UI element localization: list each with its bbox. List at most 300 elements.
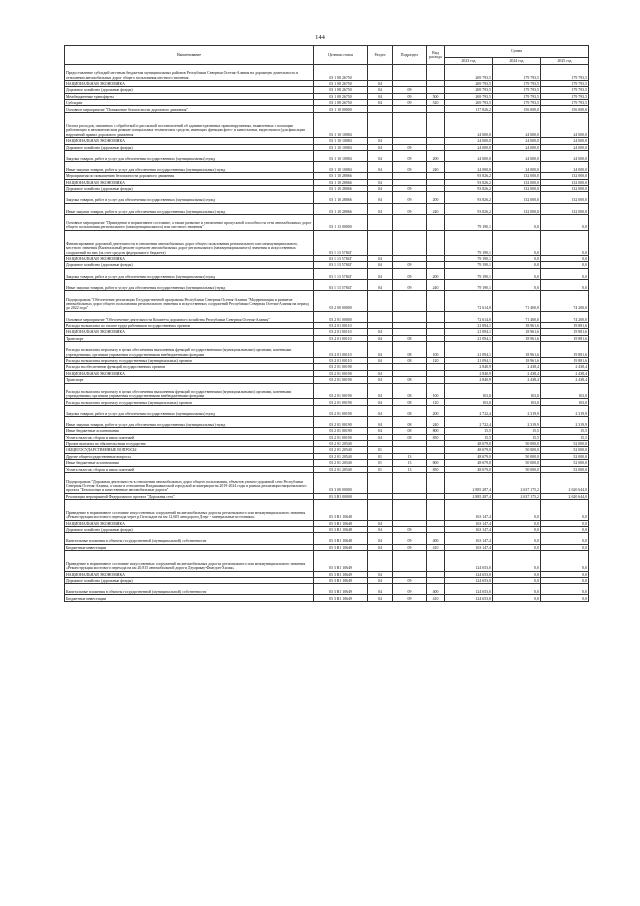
cell-sum-2025: 132 000,0 (541, 186, 589, 192)
table-row (65, 214, 589, 230)
cell-sum-2025: 15,5 (541, 428, 589, 434)
cell-sum-2024: 24 000,0 (493, 144, 541, 150)
header-expense-type: Вид расхода (427, 46, 445, 65)
table-row (65, 533, 589, 544)
cell-sum-2023: 93 826,2 (445, 192, 493, 203)
cell-sum-2024: 2 438,4 (493, 377, 541, 383)
cell-target-article: 03 3 R1 10648 (314, 533, 368, 544)
cell-sum-2025: 24 000,0 (541, 150, 589, 161)
cell-sum-2025: 132 000,0 (541, 203, 589, 214)
cell-sum-2025: 24 000,0 (541, 112, 589, 137)
cell-target-article: 03 3 R1 10648 (314, 499, 368, 520)
cell-expense-type: 800 (427, 428, 445, 434)
cell-expense-type: 400 (427, 584, 445, 595)
cell-sum-2024: 2 319,9 (493, 417, 541, 428)
cell-sum-2023: 79 190,1 (445, 262, 493, 268)
table-row (65, 595, 589, 601)
cell-sum-2024: 132 000,0 (493, 203, 541, 214)
cell-sum-2025: 2 319,9 (541, 417, 589, 428)
cell-sum-2025: 103,0 (541, 383, 589, 399)
cell-subsection: 08 (393, 358, 427, 364)
cell-expense-type: 850 (427, 466, 445, 472)
header-section: Раздел (368, 46, 393, 65)
cell-expense-type (427, 311, 445, 322)
cell-sum-2024: 24 000,0 (493, 138, 541, 144)
cell-target-article: 03 3 R1 00000 (314, 493, 368, 499)
cell-name: Мероприятия по повышению безопасности дорожного движения (65, 173, 314, 179)
cell-section: 04 (368, 544, 393, 550)
cell-expense-type: 200 (427, 405, 445, 416)
cell-section: 04 (368, 150, 393, 161)
cell-sum-2023: 117 826,2 (445, 106, 493, 112)
cell-name: Уплата налогов, сборов и иных платежей (65, 434, 314, 440)
cell-target-article: 03 2 01 00190 (314, 428, 368, 434)
cell-sum-2025: 179 793,5 (541, 93, 589, 99)
cell-target-article: 03 1 10 28066 (314, 203, 368, 214)
cell-sum-2024: 0,0 (493, 280, 541, 291)
cell-name: Дорожное хозяйство (дорожные фонды) (65, 577, 314, 583)
cell-expense-type: 410 (427, 544, 445, 550)
cell-section: 04 (368, 100, 393, 106)
cell-target-article: 03 2 01 00190 (314, 364, 368, 370)
cell-sum-2023: 269 793,5 (445, 100, 493, 106)
cell-sum-2023: 15,5 (445, 434, 493, 440)
cell-section (368, 291, 393, 312)
cell-section (368, 550, 393, 571)
cell-sum-2023: 24 000,0 (445, 112, 493, 137)
cell-target-article: 03 2 01 20540 (314, 453, 368, 459)
cell-sum-2023: 163 147,4 (445, 520, 493, 526)
cell-section: 04 (368, 383, 393, 399)
cell-sum-2025: 0,0 (541, 268, 589, 279)
cell-sum-2024: 179 793,5 (493, 93, 541, 99)
cell-sum-2023: 269 793,5 (445, 80, 493, 86)
cell-target-article: 03 3 00 00000 (314, 472, 368, 493)
cell-sum-2024: 24 000,0 (493, 112, 541, 137)
header-year-2024: 2024 год (493, 58, 541, 65)
cell-expense-type (427, 112, 445, 137)
cell-target-article: 03 1 10 28066 (314, 192, 368, 203)
table-row (65, 291, 589, 312)
cell-subsection (393, 499, 427, 520)
cell-sum-2023: 93 826,2 (445, 173, 493, 179)
cell-sum-2025: 0,0 (541, 230, 589, 255)
cell-section (368, 230, 393, 255)
cell-expense-type: 240 (427, 203, 445, 214)
cell-target-article: 03 1 08 26750 (314, 87, 368, 93)
cell-target-article: 03 1 10 28066 (314, 173, 368, 179)
cell-sum-2023: 269 793,5 (445, 93, 493, 99)
cell-subsection: 09 (393, 268, 427, 279)
cell-sum-2025: 0,0 (541, 571, 589, 577)
cell-subsection (393, 214, 427, 230)
cell-section: 04 (368, 370, 393, 376)
cell-target-article: 03 1 10 10084 (314, 112, 368, 137)
cell-sum-2023: 163 147,4 (445, 544, 493, 550)
cell-sum-2023: 79 190,1 (445, 214, 493, 230)
cell-sum-2025: 179 793,5 (541, 100, 589, 106)
cell-name: Бюджетные инвестиции (65, 544, 314, 550)
cell-sum-2024: 0,0 (493, 533, 541, 544)
cell-section: 04 (368, 520, 393, 526)
table-row (65, 268, 589, 279)
cell-target-article: 03 1 08 26750 (314, 65, 368, 81)
cell-subsection: 09 (393, 533, 427, 544)
cell-name: Дорожное хозяйство (дорожные фонды) (65, 186, 314, 192)
cell-sum-2024: 132 000,0 (493, 179, 541, 185)
cell-sum-2024: 132 000,0 (493, 173, 541, 179)
cell-name: Уплата налогов, сборов и иных платежей (65, 466, 314, 472)
cell-section: 04 (368, 162, 393, 173)
table-row (65, 203, 589, 214)
cell-expense-type (427, 230, 445, 255)
cell-subsection: 09 (393, 280, 427, 291)
cell-sum-2023: 2 722,4 (445, 405, 493, 416)
table-row (65, 230, 589, 255)
cell-target-article: 03 1 08 26750 (314, 100, 368, 106)
cell-name: Иные закупки товаров, работ и услуг для обеспечения государственных (муниципальных) нужд (65, 203, 314, 214)
cell-subsection: 09 (393, 87, 427, 93)
cell-section (368, 472, 393, 493)
cell-name: Расходы на выплаты персоналу государственных (муниципальных) органов (65, 399, 314, 405)
cell-section (368, 311, 393, 322)
cell-sum-2024: 0,0 (493, 268, 541, 279)
cell-target-article: 03 1 10 10084 (314, 144, 368, 150)
cell-sum-2024: 50 000,0 (493, 453, 541, 459)
table-row (65, 342, 589, 358)
cell-sum-2024: 2 438,4 (493, 364, 541, 370)
cell-subsection: 09 (393, 144, 427, 150)
cell-sum-2025: 0,0 (541, 280, 589, 291)
header-target-article: Целевая статья (314, 46, 368, 65)
cell-target-article: 03 2 01 00110 (314, 335, 368, 341)
cell-sum-2024: 0,0 (493, 262, 541, 268)
cell-target-article: 03 1 13 5784Г (314, 262, 368, 268)
budget-table (64, 45, 589, 602)
cell-target-article: 03 1 13 5784Г (314, 268, 368, 279)
cell-sum-2024: 18 961,6 (493, 329, 541, 335)
cell-section: 04 (368, 280, 393, 291)
cell-sum-2024: 132 000,0 (493, 192, 541, 203)
table-row (65, 405, 589, 416)
cell-sum-2023: 72 614,0 (445, 291, 493, 312)
cell-sum-2025: 0,0 (541, 577, 589, 583)
table-row (65, 112, 589, 137)
cell-target-article: 03 1 08 26750 (314, 80, 368, 86)
cell-sum-2023: 79 190,1 (445, 280, 493, 291)
cell-section (368, 65, 393, 81)
cell-sum-2024: 18 961,6 (493, 335, 541, 341)
cell-subsection: 09 (393, 544, 427, 550)
cell-sum-2023: 21 094,1 (445, 358, 493, 364)
cell-target-article: 03 2 01 00000 (314, 311, 368, 322)
cell-target-article: 03 2 01 20540 (314, 466, 368, 472)
cell-section (368, 214, 393, 230)
cell-sum-2023: 15,5 (445, 428, 493, 434)
cell-target-article: 03 1 10 10084 (314, 162, 368, 173)
cell-name: Предоставление субсидий местным бюджетам муниципальных районов Республики Северная Осетия-Алания на дорожную деятельность в отношении автомобильных дорог общего пользования местного значения (65, 65, 314, 81)
cell-name: Расходы на обеспечение функций государственных органов (65, 364, 314, 370)
cell-target-article: 03 3 R1 10649 (314, 577, 368, 583)
cell-expense-type: 240 (427, 417, 445, 428)
cell-target-article: 03 1 13 5784Г (314, 280, 368, 291)
cell-name: НАЦИОНАЛЬНАЯ ЭКОНОМИКА (65, 179, 314, 185)
cell-subsection: 13 (393, 466, 427, 472)
cell-section: 04 (368, 186, 393, 192)
cell-sum-2025: 2 438,4 (541, 370, 589, 376)
cell-section: 04 (368, 93, 393, 99)
cell-sum-2025: 0,0 (541, 584, 589, 595)
cell-sum-2023: 124 653,0 (445, 584, 493, 595)
cell-sum-2024: 0,0 (493, 520, 541, 526)
cell-expense-type: 120 (427, 358, 445, 364)
cell-target-article: 03 1 10 10084 (314, 150, 368, 161)
cell-sum-2023: 124 653,0 (445, 577, 493, 583)
cell-subsection (393, 291, 427, 312)
cell-subsection (393, 65, 427, 81)
cell-sum-2025: 2 620 644,0 (541, 493, 589, 499)
cell-target-article: 03 2 01 20540 (314, 447, 368, 453)
cell-target-article: 03 2 01 00110 (314, 322, 368, 328)
cell-name: Транспорт (65, 335, 314, 341)
cell-sum-2023: 48 679,0 (445, 460, 493, 466)
cell-name: Подпрограмма "Дорожная деятельность в отношении автомобильных дорог общего пользования, объектов улично-дорожной сети Республики Северная Осетия-Алания, а также в отношении Владикавказской городской агломерации на 2019-2024 годы в рамках реализации национального проекта "Безопасные и качественные автомобильные дороги" (65, 472, 314, 493)
cell-target-article: 03 3 R1 10648 (314, 526, 368, 532)
cell-sum-2025: 0,0 (541, 544, 589, 550)
cell-sum-2025: 0,0 (541, 533, 589, 544)
cell-target-article: 03 1 10 10084 (314, 138, 368, 144)
cell-name: Подпрограмма "Обеспечение реализации Государственной программы Республики Северная Осетия-Алания "Модернизация и развитие автомобильных дорог общего пользования регионального значения и искусственных сооружений Республики Северная Осетия-Алания на период до 2022 года" (65, 291, 314, 312)
cell-sum-2024: 50 000,0 (493, 466, 541, 472)
cell-target-article: 03 1 10 28066 (314, 179, 368, 185)
cell-sum-2024: 18 961,6 (493, 342, 541, 358)
cell-subsection (393, 311, 427, 322)
header-name: Наименование (65, 46, 314, 65)
cell-sum-2024: 50 000,0 (493, 447, 541, 453)
cell-name: Прочие выплаты по обязательствам государства (65, 441, 314, 447)
cell-target-article: 03 2 01 20540 (314, 460, 368, 466)
cell-section: 04 (368, 434, 393, 440)
table-row (65, 65, 589, 81)
cell-sum-2025: 52 000,0 (541, 466, 589, 472)
cell-sum-2024: 0,0 (493, 230, 541, 255)
cell-sum-2024: 15,5 (493, 434, 541, 440)
cell-target-article: 03 2 01 20540 (314, 441, 368, 447)
table-row (65, 472, 589, 493)
cell-sum-2023: 72 614,0 (445, 311, 493, 322)
cell-name: НАЦИОНАЛЬНАЯ ЭКОНОМИКА (65, 571, 314, 577)
cell-target-article: 03 2 01 00190 (314, 377, 368, 383)
cell-sum-2023: 163 147,4 (445, 499, 493, 520)
cell-sum-2025: 0,0 (541, 214, 589, 230)
cell-name: НАЦИОНАЛЬНАЯ ЭКОНОМИКА (65, 138, 314, 144)
cell-target-article: 03 2 01 00110 (314, 358, 368, 364)
cell-sum-2023: 124 653,0 (445, 595, 493, 601)
cell-sum-2024: 71 400,0 (493, 291, 541, 312)
cell-sum-2024: 2 637 175,2 (493, 493, 541, 499)
cell-target-article: 03 1 13 5784Г (314, 256, 368, 262)
cell-subsection: 08 (393, 342, 427, 358)
cell-section (368, 112, 393, 137)
cell-subsection: 09 (393, 595, 427, 601)
cell-name: Дорожное хозяйство (дорожные фонды) (65, 526, 314, 532)
cell-section: 04 (368, 571, 393, 577)
cell-sum-2025: 179 793,5 (541, 65, 589, 81)
table-row (65, 550, 589, 571)
cell-section: 04 (368, 262, 393, 268)
cell-target-article: 03 3 R1 10649 (314, 571, 368, 577)
cell-sum-2024: 156 000,0 (493, 106, 541, 112)
cell-sum-2024: 0,0 (493, 256, 541, 262)
cell-sum-2023: 2 885 287,4 (445, 493, 493, 499)
cell-sum-2025: 15,5 (541, 434, 589, 440)
cell-section: 04 (368, 335, 393, 341)
cell-sum-2025: 2 438,4 (541, 377, 589, 383)
cell-section: 04 (368, 417, 393, 428)
cell-target-article: 03 2 01 00190 (314, 399, 368, 405)
cell-subsection: 09 (393, 93, 427, 99)
cell-sum-2023: 21 094,1 (445, 322, 493, 328)
cell-target-article: 03 2 01 00190 (314, 417, 368, 428)
table-body (65, 65, 589, 602)
cell-sum-2023: 48 679,0 (445, 453, 493, 459)
cell-section: 04 (368, 256, 393, 262)
cell-section: 04 (368, 358, 393, 364)
header-subsection: Подраздел (393, 46, 427, 65)
cell-sum-2023: 24 000,0 (445, 162, 493, 173)
cell-target-article: 03 2 01 00190 (314, 434, 368, 440)
cell-section: 04 (368, 405, 393, 416)
cell-subsection: 08 (393, 335, 427, 341)
cell-expense-type: 240 (427, 280, 445, 291)
cell-name: Финансирование дорожной деятельности в отношении автомобильных дорог общего пользования регионального или межмуниципального, местного значения (Капитальный ремонт и ремонт автомобильных дорог регионального (межмуниципального) значения и искусственных сооружений на них (за счет средств федерального бюджета) (65, 230, 314, 255)
cell-name: НАЦИОНАЛЬНАЯ ЭКОНОМИКА (65, 256, 314, 262)
cell-target-article: 03 2 00 00000 (314, 291, 368, 312)
cell-subsection: 09 (393, 150, 427, 161)
table-row (65, 280, 589, 291)
table-row (65, 417, 589, 428)
cell-section: 01 (368, 453, 393, 459)
cell-sum-2025: 74 200,0 (541, 311, 589, 322)
cell-sum-2023: 2 840,9 (445, 370, 493, 376)
cell-sum-2023: 103,0 (445, 383, 493, 399)
cell-subsection: 08 (393, 405, 427, 416)
page-number: 144 (315, 34, 325, 41)
cell-expense-type (427, 499, 445, 520)
cell-sum-2025: 52 000,0 (541, 447, 589, 453)
cell-expense-type (427, 291, 445, 312)
cell-sum-2025: 0,0 (541, 262, 589, 268)
cell-target-article: 03 1 08 26750 (314, 93, 368, 99)
cell-subsection: 09 (393, 203, 427, 214)
cell-name: Расходы на выплаты персоналу в целях обеспечения выполнения функций государственными (муниципальными) органами, казенными учреждениями, органами управления государственными внебюджетными фондами (65, 342, 314, 358)
cell-name: Дорожное хозяйство (дорожные фонды) (65, 262, 314, 268)
cell-subsection: 09 (393, 584, 427, 595)
cell-subsection (393, 550, 427, 571)
cell-name: НАЦИОНАЛЬНАЯ ЭКОНОМИКА (65, 329, 314, 335)
cell-subsection: 08 (393, 417, 427, 428)
cell-target-article: 03 1 13 5784Г (314, 230, 368, 255)
cell-section: 04 (368, 268, 393, 279)
cell-expense-type (427, 65, 445, 81)
cell-sum-2024: 132 000,0 (493, 186, 541, 192)
cell-sum-2025: 0,0 (541, 520, 589, 526)
cell-name: Оплата расходов, связанных с обработкой и рассылкой постановлений об административных правонарушениях, выявленных с помощью работающих в автоматическом режиме специальных технических средств, имеющих функции фото- и киносъемки, видеозаписи (для фиксации нарушений правил дорожного движения (65, 112, 314, 137)
cell-sum-2024: 0,0 (493, 526, 541, 532)
cell-section: 04 (368, 533, 393, 544)
cell-name: Закупка товаров, работ и услуг для обеспечения государственных (муниципальных) нужд (65, 192, 314, 203)
cell-sum-2024: 0,0 (493, 544, 541, 550)
cell-sum-2023: 124 653,0 (445, 550, 493, 571)
cell-sum-2025: 19 881,6 (541, 335, 589, 341)
cell-sum-2025: 19 881,6 (541, 358, 589, 364)
cell-expense-type: 410 (427, 595, 445, 601)
cell-section (368, 499, 393, 520)
cell-expense-type (427, 214, 445, 230)
cell-sum-2024: 71 400,0 (493, 311, 541, 322)
cell-sum-2023: 163 147,4 (445, 526, 493, 532)
cell-name: Основное мероприятие "Повышение безопасности дорожного движения" (65, 106, 314, 112)
cell-sum-2025: 24 000,0 (541, 138, 589, 144)
cell-section: 01 (368, 447, 393, 453)
cell-section: 04 (368, 377, 393, 383)
cell-target-article: 03 1 10 00000 (314, 106, 368, 112)
cell-expense-type: 240 (427, 162, 445, 173)
cell-sum-2025: 156 000,0 (541, 106, 589, 112)
cell-section: 04 (368, 526, 393, 532)
cell-name: Приведение в нормативное состояние искусственных сооружений на автомобильных дорогах регионального или межмуниципального значения «Реконструкция мостового перехода через р.Гизельдон на км 12,605 автодороги Дзауг - минеральные источники» (65, 499, 314, 520)
cell-sum-2023: 21 094,1 (445, 342, 493, 358)
cell-name: Транспорт (65, 377, 314, 383)
cell-name: Бюджетные инвестиции (65, 595, 314, 601)
cell-sum-2025: 0,0 (541, 499, 589, 520)
cell-sum-2023: 2 885 287,4 (445, 472, 493, 493)
cell-sum-2025: 179 793,5 (541, 87, 589, 93)
cell-name: Межбюджетные трансферты (65, 93, 314, 99)
cell-name: Расходы на выплаты по оплате труда работников государственных органов (65, 322, 314, 328)
cell-section: 04 (368, 87, 393, 93)
cell-sum-2023: 103,0 (445, 399, 493, 405)
table-row (65, 311, 589, 322)
table-row (65, 383, 589, 399)
cell-sum-2024: 103,0 (493, 383, 541, 399)
header-year-2023: 2023 год (445, 58, 493, 65)
cell-sum-2024: 0,0 (493, 499, 541, 520)
cell-sum-2024: 2 438,4 (493, 370, 541, 376)
cell-subsection: 09 (393, 162, 427, 173)
cell-expense-type: 400 (427, 533, 445, 544)
cell-subsection: 08 (393, 399, 427, 405)
cell-sum-2024: 24 000,0 (493, 162, 541, 173)
cell-subsection: 09 (393, 186, 427, 192)
cell-sum-2025: 19 881,6 (541, 322, 589, 328)
cell-sum-2024: 179 793,5 (493, 65, 541, 81)
cell-sum-2023: 2 840,9 (445, 377, 493, 383)
cell-section: 04 (368, 179, 393, 185)
cell-sum-2023: 163 147,4 (445, 533, 493, 544)
cell-target-article: 03 2 01 00190 (314, 370, 368, 376)
cell-name: Иные бюджетные ассигнования (65, 428, 314, 434)
cell-sum-2025: 19 881,6 (541, 329, 589, 335)
cell-section: 04 (368, 428, 393, 434)
cell-section: 04 (368, 342, 393, 358)
cell-sum-2024: 24 000,0 (493, 150, 541, 161)
cell-sum-2025: 2 438,4 (541, 364, 589, 370)
cell-sum-2023: 48 679,0 (445, 447, 493, 453)
cell-sum-2023: 24 000,0 (445, 144, 493, 150)
cell-expense-type: 200 (427, 192, 445, 203)
cell-sum-2025: 74 200,0 (541, 291, 589, 312)
